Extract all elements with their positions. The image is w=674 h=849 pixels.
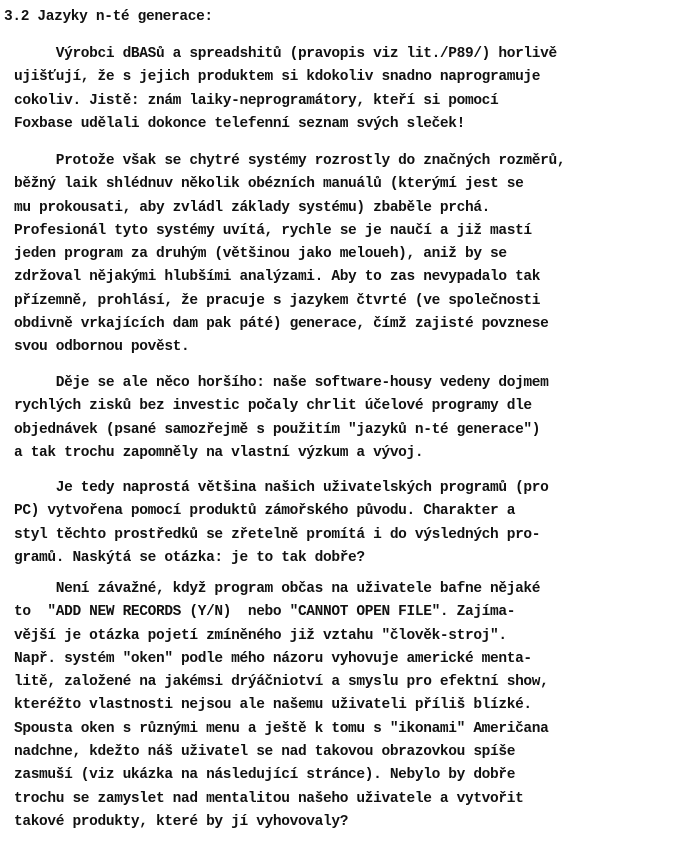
text-line: gramů. Naskýtá se otázka: je to tak dobře? [14,549,365,566]
text-line: Profesionál tyto systémy uvítá, rychle se je naučí a již mastí [14,222,532,239]
paragraph-1 [14,43,664,136]
text-line: litě, založené na jakémsi drýáčniotví a smyslu pro efektní show, [14,674,549,691]
paragraph-5 [14,578,664,834]
text-line: to "ADD NEW RECORDS (Y/N) nebo "CANNOT OPEN FILE". Zajíma- [14,604,516,621]
text-line: Je tedy naprostá většina našich uživatelských programů (pro [14,480,549,496]
text-line: zasmuší (viz ukázka na následující stránce). Nebylo by dobře [14,767,516,784]
text-line: objednávek (psané samozřejmě s použitím "jazyků n-té generace") [14,421,541,438]
paragraph-4 [14,477,664,570]
text-line: zdržoval nějakými hlubšími analýzami. Aby to zas nevypadalo tak [14,269,541,286]
text-line: Výrobci dBASů a spreadshitů (pravopis viz lit./P89/) horlivě [14,46,557,62]
text-line: a tak trochu zapomněly na vlastní výzkum a vývoj. [14,444,424,461]
text-line: PC) vytvořena pomocí produktů zámořského původu. Charakter a [14,503,516,520]
text-line: vější je otázka pojetí zmíněného již vztahu "člověk-stroj". [14,627,507,644]
text-line: obdivně vrkajících dam pak páté) generace, čímž zajisté povznese [14,316,549,333]
text-line: Foxbase udělali dokonce telefenní seznam svých sleček! [14,115,465,132]
text-line: svou odbornou pověst. [14,339,190,356]
text-line: Protože však se chytré systémy rozrostly do značných rozměrů, [14,153,566,169]
text-line: Např. systém "oken" podle mého názoru vyhovuje americké menta- [14,650,532,667]
text-line: styl těchto prostředků se zřetelně promítá i do výsledných pro- [14,526,541,543]
text-line: takové produkty, které by jí vyhovovaly? [14,813,349,830]
text-line: přízemně, prohlásí, že pracuje s jazykem čtvrté (ve společnosti [14,292,541,309]
text-line: běžný laik shlédnuv několik obézních manuálů (kterýmí jest se [14,176,524,193]
text-line: mu prokousati, aby zvládl základy systému) zbaběle prchá. [14,199,491,216]
text-line: nadchne, kdežto náš uživatel se nad takovou obrazovkou spíše [14,744,516,761]
section-heading: 3.2 Jazyky n-té generace: [4,9,213,25]
text-line: trochu se zamyslet nad mentalitou našeho uživatele a vytvořit [14,790,524,807]
paragraph-2 [14,150,664,360]
text-line: Spousta oken s různými menu a ještě k tomu s "ikonami" Američana [14,720,549,737]
text-line: Není závažné, když program občas na uživatele bafne nějaké [14,581,541,597]
text-line: cokoliv. Jistě: znám laiky-neprogramátory, kteří si pomocí [14,92,499,109]
paragraph-3 [14,372,664,465]
text-line: rychlých zisků bez investic počaly chrlit účelové programy dle [14,398,532,415]
text-line: kteréžto vlastnosti nejsou ale našemu uživateli příliš blízké. [14,697,532,714]
text-line: jeden program za druhým (většinou jako meloueh), aniž by se [14,246,507,263]
text-line: Děje se ale něco horšího: naše software-housy vedeny dojmem [14,375,549,391]
text-line: ujišťují, že s jejich produktem si kdokoliv snadno naprogramuje [14,69,541,86]
